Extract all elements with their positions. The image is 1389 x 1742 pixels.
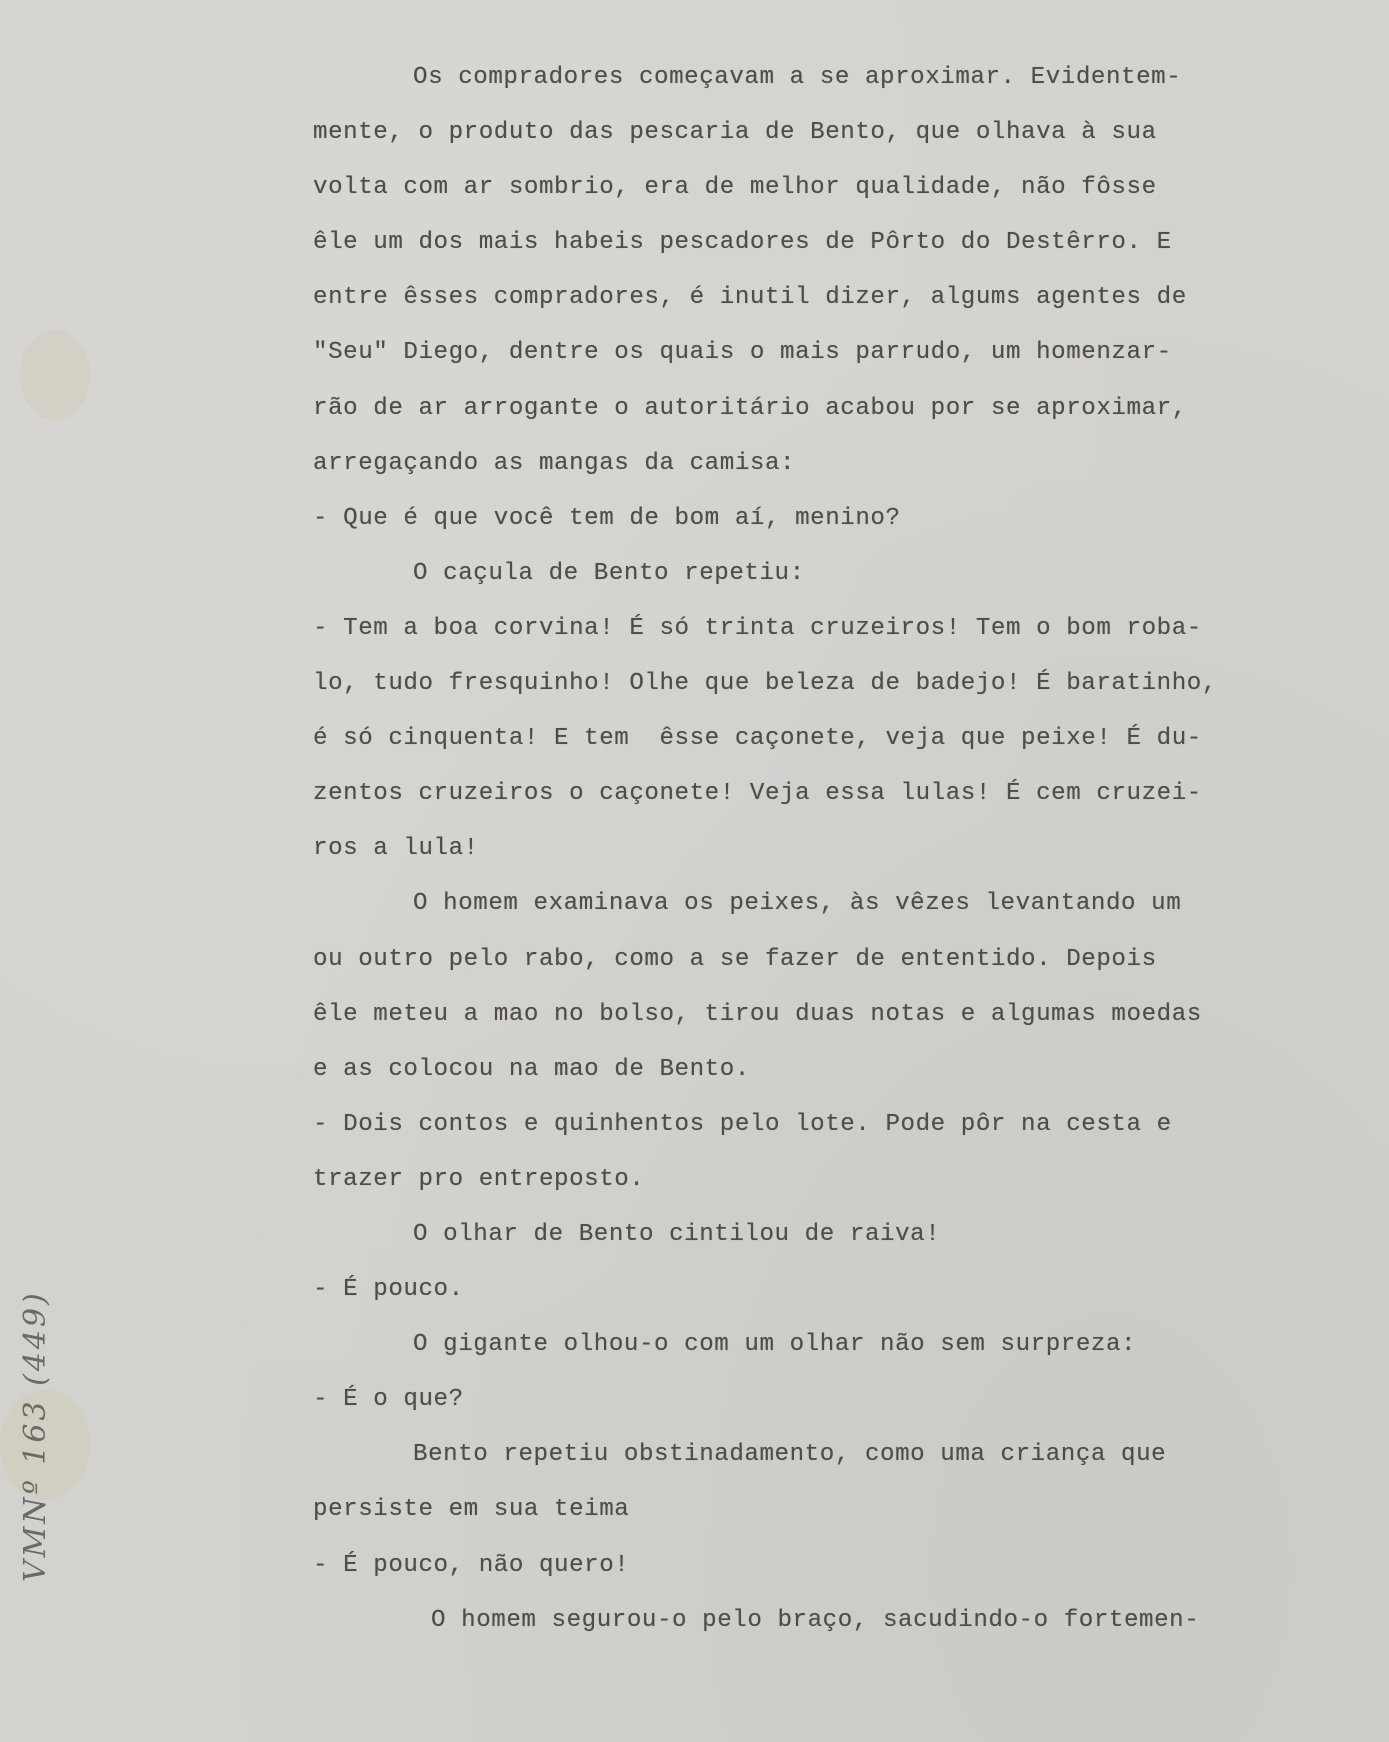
text-line: arregaçando as mangas da camisa: [313,449,796,477]
text-line: - Que é que você tem de bom aí, menino? [313,504,901,532]
text-line: é só cinquenta! E tem êsse caçonete, veja que peixe! É du- [313,725,1202,753]
text-line: O caçula de Bento repetiu: [413,559,805,587]
paper-stain [20,330,90,420]
text-line: entre êsses compradores, é inutil dizer, algums agentes de [313,284,1187,312]
text-line: e as colocou na mao de Bento. [313,1055,750,1083]
text-line: zentos cruzeiros o caçonete! Veja essa lulas! É cem cruzei- [313,780,1202,808]
text-line: ros a lula! [313,835,479,863]
text-line: lo, tudo fresquinho! Olhe que beleza de badejo! É baratinho, [313,670,1217,698]
text-line: - É pouco, não quero! [313,1551,630,1579]
text-line: trazer pro entreposto. [313,1165,645,1193]
text-line: O homem examinava os peixes, às vêzes levantando um [413,890,1182,918]
text-line: êle meteu a mao no bolso, tirou duas notas e algumas moedas [313,1000,1202,1028]
text-line: Bento repetiu obstinadamento, como uma criança que [413,1441,1167,1469]
archive-reference-note: VMNº 163 (449) [18,1290,53,1582]
text-line: - Dois contos e quinhentos pelo lote. Pode pôr na cesta e [313,1110,1172,1138]
text-line: rão de ar arrogante o autoritário acabou por se aproximar, [313,394,1187,422]
text-line: "Seu" Diego, dentre os quais o mais parrudo, um homenzar- [313,339,1172,367]
text-line: O olhar de Bento cintilou de raiva! [413,1220,941,1248]
text-line: O homem segurou-o pelo braço, sacudindo-o fortemen- [431,1606,1200,1634]
typed-text-body [313,62,1353,1660]
text-line: volta com ar sombrio, era de melhor qualidade, não fôsse [313,174,1157,202]
text-line: persiste em sua teima [313,1496,630,1524]
text-line: ou outro pelo rabo, como a se fazer de ententido. Depois [313,945,1157,973]
text-line: - Tem a boa corvina! É só trinta cruzeiros! Tem o bom roba- [313,614,1202,642]
text-line: - É o que? [313,1386,464,1414]
text-line: O gigante olhou-o com um olhar não sem surpreza: [413,1331,1137,1359]
text-line: - É pouco. [313,1276,464,1304]
text-line: mente, o produto das pescaria de Bento, que olhava à sua [313,119,1157,147]
text-line: Os compradores começavam a se aproximar. Evidentem- [413,64,1182,91]
text-line: êle um dos mais habeis pescadores de Pôrto do Destêrro. E [313,229,1172,257]
